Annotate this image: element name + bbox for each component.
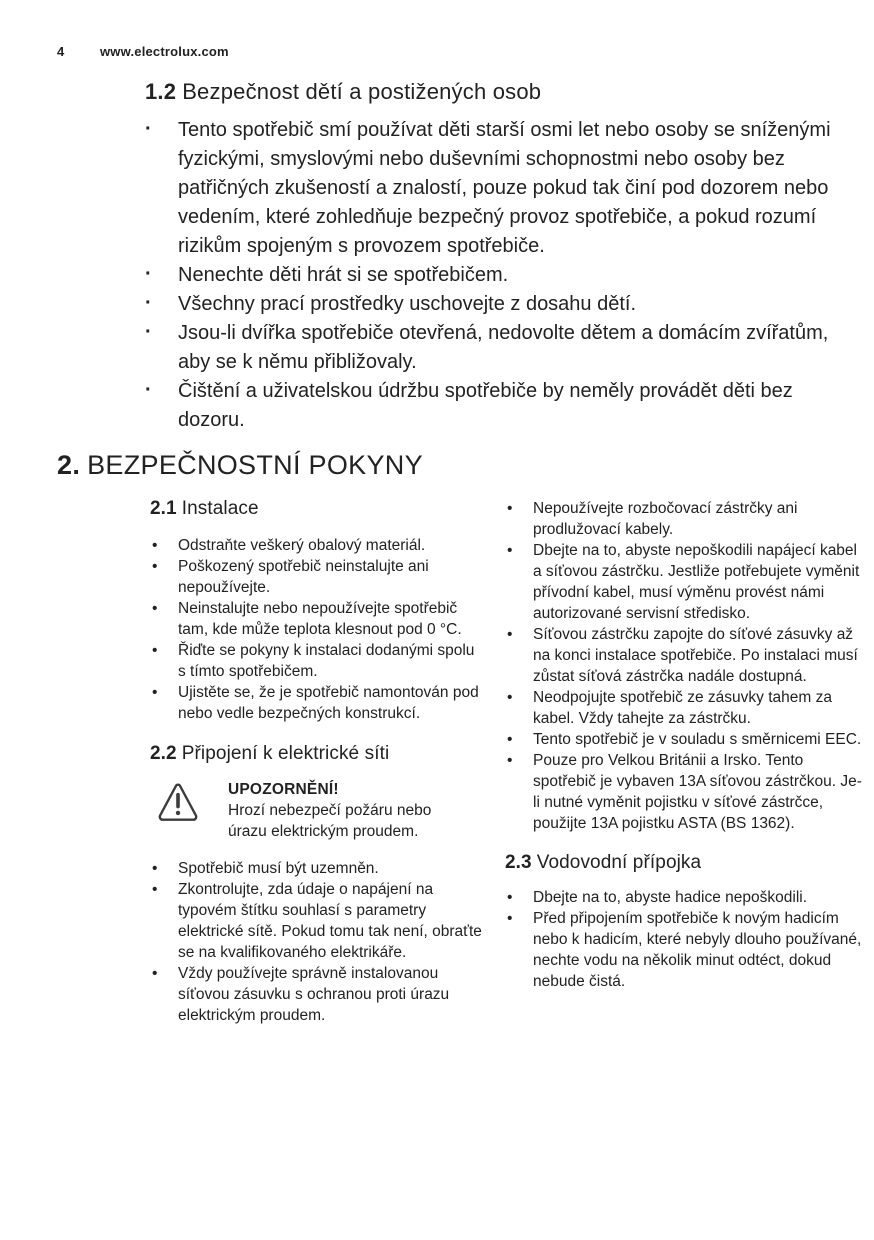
website-text: www.electrolux.com <box>100 44 229 59</box>
subsection-title: Instalace <box>181 498 259 519</box>
list-item: • Neodpojujte spotřebič ze zásuvky tahem za kabel. Vždy tahejte za zástrčku. <box>505 687 863 729</box>
warning-box <box>156 779 482 842</box>
list-item: • Řiďte se pokyny k instalaci dodanými spolu s tímto spotřebičem. <box>150 640 482 682</box>
warning-title: UPOZORNĚNÍ! <box>228 781 339 798</box>
right-column <box>505 498 863 1026</box>
section-number: 1.2 <box>145 79 177 104</box>
section-child-safety <box>145 79 840 435</box>
section-safety-heading <box>57 450 874 481</box>
electrical-bullet-list-right <box>505 498 863 834</box>
list-item: · Tento spotřebič smí používat děti starší osmi let nebo osoby se sníženými fyzickými, smyslovými nebo duševními schopnostmi nebo osoby bez patřičných zkušeností a znalostí, pouze pokud tak činí pod dozorem nebo vedením, které zohledňuje bezpečný provoz spotřebiče, a pokud rozumí rizikům spojeným s provozem spotřebiče. <box>145 116 840 261</box>
section-title: Bezpečnost dětí a postižených osob <box>182 79 542 104</box>
list-item: · Čištění a uživatelskou údržbu spotřebiče by neměly provádět děti bez dozoru. <box>145 377 840 435</box>
section-number: 2. <box>57 450 81 480</box>
list-item: • Neinstalujte nebo nepoužívejte spotřebič tam, kde může teplota klesnout pod 0 °C. <box>150 598 482 640</box>
list-item: • Před připojením spotřebiče k novým hadicím nebo k hadicím, které nebyly dlouho používané, nechte vodu na několik minut odtéct, dokud nebude čistá. <box>505 908 863 992</box>
subsection-number: 2.3 <box>505 852 532 873</box>
list-item: • Nepoužívejte rozbočovací zástrčky ani prodlužovací kabely. <box>505 498 863 540</box>
subsection-title: Připojení k elektrické síti <box>181 743 390 764</box>
water-heading <box>505 852 863 874</box>
left-column <box>150 498 482 1026</box>
list-item: • Síťovou zástrčku zapojte do síťové zásuvky až na konci instalace spotřebiče. Po instalaci musí zůstat síťová zástrčka nadále dostupná. <box>505 624 863 687</box>
child-safety-bullet-list <box>145 116 840 435</box>
page-header <box>0 0 874 59</box>
list-item: • Odstraňte veškerý obalový materiál. <box>150 535 482 556</box>
list-item: • Vždy používejte správně instalovanou síťovou zásuvku s ochranou proti úrazu elektrickým proudem. <box>150 963 482 1026</box>
list-item: · Nenechte děti hrát si se spotřebičem. <box>145 261 840 290</box>
electrical-bullet-list-left <box>150 858 482 1026</box>
list-item: · Jsou-li dvířka spotřebiče otevřená, nedovolte dětem a domácím zvířatům, aby se k němu přibližovaly. <box>145 319 840 377</box>
page-number: 4 <box>57 44 65 59</box>
warning-body: Hrozí nebezpečí požáru nebo úrazu elektrickým proudem. <box>228 802 432 840</box>
section-child-safety-heading <box>145 79 840 105</box>
subsection-number: 2.2 <box>150 743 177 764</box>
list-item: • Spotřebič musí být uzemněn. <box>150 858 482 879</box>
warning-text-block <box>228 779 438 842</box>
installation-bullet-list <box>150 535 482 724</box>
warning-triangle-icon <box>156 779 202 842</box>
two-column-area <box>150 498 874 1026</box>
electrical-heading <box>150 743 482 765</box>
water-bullet-list <box>505 887 863 992</box>
installation-heading <box>150 498 482 520</box>
list-item: • Poškozený spotřebič neinstalujte ani nepoužívejte. <box>150 556 482 598</box>
list-item: • Tento spotřebič je v souladu s směrnicemi EEC. <box>505 729 863 750</box>
subsection-number: 2.1 <box>150 498 177 519</box>
section-title: BEZPEČNOSTNÍ POKYNY <box>87 450 423 480</box>
list-item: • Dbejte na to, abyste hadice nepoškodili. <box>505 887 863 908</box>
list-item: • Dbejte na to, abyste nepoškodili napájecí kabel a síťovou zástrčku. Jestliže potřebujete vyměnit přívodní kabel, musí výměnu provést námi autorizované servisní středisko. <box>505 540 863 624</box>
subsection-title: Vodovodní přípojka <box>536 852 702 873</box>
list-item: • Ujistěte se, že je spotřebič namontován pod nebo vedle bezpečných konstrukcí. <box>150 682 482 724</box>
list-item: • Zkontrolujte, zda údaje o napájení na typovém štítku souhlasí s parametry elektrické sítě. Pokud tomu tak není, obraťte se na kvalifikovaného elektrikáře. <box>150 879 482 963</box>
list-item: · Všechny prací prostředky uschovejte z dosahu dětí. <box>145 290 840 319</box>
list-item: • Pouze pro Velkou Británii a Irsko. Tento spotřebič je vybaven 13A síťovou zástrčkou. Je-li nutné vyměnit pojistku v síťové zástrčce, použijte 13A pojistku ASTA (BS 1362). <box>505 750 863 834</box>
